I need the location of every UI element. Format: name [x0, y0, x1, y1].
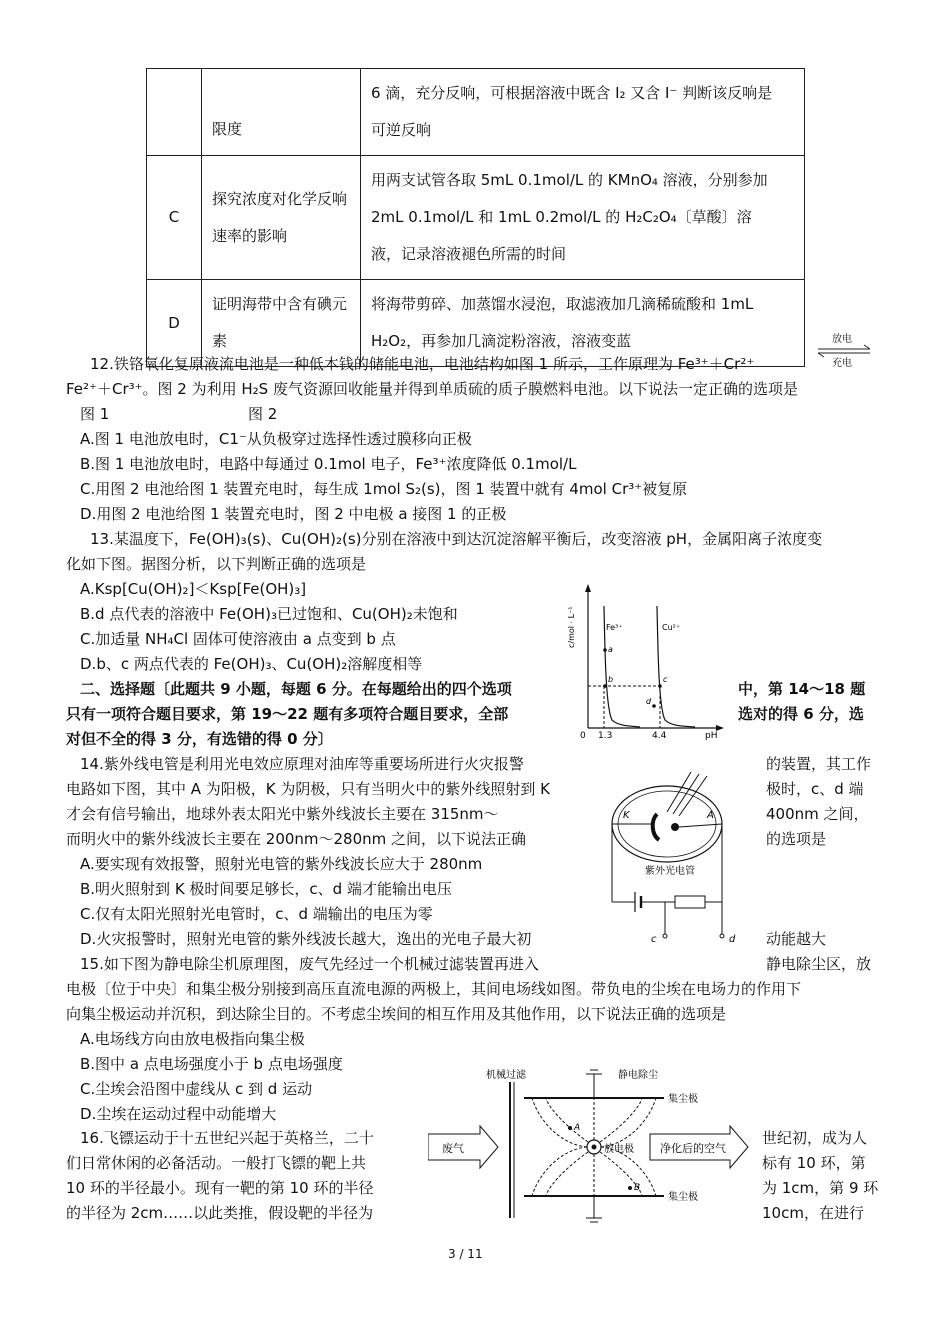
q15-option-d: D.尘埃在运动过程中动能增大 [80, 1105, 277, 1123]
point-a-marker [568, 1126, 572, 1130]
point-c-label: c [663, 675, 668, 684]
q15-line2: 电极〔位于中央〕和集尘极分别接到高压直流电源的两极上，其间电场线如图。带负电的尘埃在电场力的作用下 [66, 980, 802, 998]
q12-option-c: C.用图 2 电池给图 1 装置充电时，每生成 1mol S₂(s)，图 1 装置中就有 4mol Cr³⁺被复原 [80, 480, 688, 498]
c-label: c [651, 934, 657, 945]
point-b-marker [628, 1186, 632, 1190]
uv-phototube-figure [595, 752, 760, 947]
clean-air-label: 净化后的空气 [660, 1142, 726, 1155]
q14-option-a: A.要实现有效报警，照射光电管的紫外线波长应大于 280nm [80, 855, 483, 873]
q16-line1a: 16.飞镖运动于十五世纪兴起于英格兰，二十 [80, 1129, 374, 1147]
row-id: D [147, 280, 202, 367]
row-method: 将海带剪碎、加蒸馏水浸泡，取滤液加几滴稀硫酸和 1mL H₂O₂，再参加几滴淀粉溶液，溶液变蓝 [361, 280, 805, 367]
page-number: 3 / 11 [448, 1247, 483, 1261]
point-d-label: d [646, 697, 652, 706]
row-purpose: 限度 [202, 69, 361, 156]
fig1-label: 图 1 [80, 405, 110, 423]
q14-line4: 而明火中的紫外线波长主要在 200nm～280nm 之间，以下说法正确 [66, 830, 527, 848]
x-axis-label: pH [705, 731, 718, 740]
point-a-label: a [608, 645, 613, 654]
precipitator-figure [428, 1068, 758, 1228]
q16-line3a: 10 环的半径最小。现有一靶的第 10 环的半径 [66, 1179, 374, 1197]
point-b-marker [603, 684, 607, 688]
cathode [653, 814, 659, 840]
fe-label: Fe³⁺ [606, 623, 623, 632]
q16-line4b: 10cm，在进行 [762, 1204, 864, 1222]
q15-option-b: B.图中 a 点电场强度小于 b 点电场强度 [80, 1055, 343, 1073]
point-a-label: A [574, 1123, 581, 1133]
q16-line3b: 为 1cm，第 9 环 [762, 1179, 879, 1197]
q15-line3: 向集尘极运动并沉积，到达除尘目的。不考虑尘埃间的相互作用及其他作用，以下说法正确的选项是 [66, 1005, 727, 1023]
section2-line2b: 选对的得 6 分，选 [738, 705, 864, 723]
q15-line1a: 15.如下图为静电除尘机原理图，废气先经过一个机械过滤装置再进入 [80, 955, 539, 973]
tick-0: 0 [580, 731, 586, 740]
tube-label: 紫外光电管 [645, 866, 695, 877]
q14-option-b: B.明火照射到 K 极时间要足够长，c、d 端才能输出电压 [80, 880, 452, 898]
anode [671, 823, 679, 831]
q16-line2b: 标有 10 环，第 [762, 1154, 866, 1172]
q14-line3-right: 400nm 之间， [766, 805, 869, 823]
row-method: 用两支试管各取 5mL 0.1mol/L 的 KMnO₄ 溶液，分别参加 2mL 0.1mol/L 和 1mL 0.2mol/L 的 H₂C₂O₄〔草酸〕溶 液，记录溶液褪色所需的时间 [361, 156, 805, 280]
q13-option-d: D.b、c 两点代表的 Fe(OH)₃、Cu(OH)₂溶解度相等 [80, 655, 423, 673]
point-d-marker [652, 704, 656, 708]
q13-option-c: C.加适量 NH₄Cl 固体可使溶液由 a 点变到 b 点 [80, 630, 396, 648]
q14-option-d: D.火灾报警时，照射光电管的紫外线波长越大，逸出的光电子最大初 [80, 930, 532, 948]
q14-line1-right: 的装置，其工作 [766, 755, 872, 773]
q14-option-d-tail: 动能越大 [766, 930, 827, 948]
q15-option-c: C.尘埃会沿图中虚线从 c 到 d 运动 [80, 1080, 313, 1098]
tick-1: 1.3 [598, 731, 613, 740]
gas-label: 废气 [442, 1142, 464, 1155]
row-purpose: 探究浓度对化学反响速率的影响 [202, 156, 361, 280]
q12-line2: Fe²⁺＋Cr³⁺。图 2 为利用 H₂S 废气资源回收能量并得到单质硫的质子膜燃料电池。以下说法一定正确的选项是 [66, 380, 798, 398]
y-axis-arrow-icon [585, 584, 591, 592]
experiment-table [146, 68, 805, 367]
reversible-arrow [808, 330, 878, 370]
point-c-marker [658, 684, 662, 688]
point-a-marker [603, 648, 607, 652]
k-label: K [623, 810, 630, 821]
table-row [147, 69, 805, 156]
tick-2: 4.4 [652, 731, 667, 740]
q15-option-a: A.电场线方向由放电极指向集尘极 [80, 1030, 305, 1048]
point-b-label: B [634, 1183, 641, 1193]
fig2-label: 图 2 [248, 405, 278, 423]
section2-line3: 对但不全的得 3 分，有选错的得 0 分〕 [66, 730, 333, 748]
q15-line1b: 静电除尘区，放 [766, 955, 872, 973]
q14-line4-right: 的选项是 [766, 830, 827, 848]
q16-line4a: 的半径为 2cm……以此类推，假设靶的半径为 [66, 1204, 374, 1222]
arrow-bottom-label: 充电 [832, 358, 852, 369]
row-method: 6 滴，充分反响，可根据溶液中既含 I₂ 又含 I⁻ 判断该反响是 可逆反响 [361, 69, 805, 156]
electrode-label: 放电极 [604, 1144, 634, 1155]
esp-label: 静电除尘 [618, 1070, 658, 1081]
a-label: A [707, 810, 714, 821]
d-label: d [729, 934, 736, 945]
q13-option-b: B.d 点代表的溶液中 Fe(OH)₃已过饱和、Cu(OH)₂未饱和 [80, 605, 458, 623]
row-purpose: 证明海带中含有碘元素 [202, 280, 361, 367]
q14-line2: 电路如下图，其中 A 为阳极，K 为阴极，只有当明火中的紫外线照射到 K [66, 780, 551, 798]
filter-label: 机械过滤 [486, 1070, 526, 1081]
q14-line1: 14.紫外线电管是利用光电效应原理对油库等重要场所进行火灾报警 [80, 755, 524, 773]
table-row [147, 156, 805, 280]
q12-option-d: D.用图 2 电池给图 1 装置充电时，图 2 中电极 a 接图 1 的正极 [80, 505, 507, 523]
q12-option-b: B.图 1 电池放电时，电路中每通过 0.1mol 电子，Fe³⁺浓度降低 0.1mol/L [80, 455, 577, 473]
section2-line1a: 二、选择题〔此题共 9 小题，每题 6 分。在每题给出的四个选项 [80, 680, 512, 698]
section2-line2a: 只有一项符合题目要求，第 19～22 题有多项符合题目要求，全部 [66, 705, 509, 723]
arrow-top-label: 放电 [832, 334, 852, 345]
row-id: C [147, 156, 202, 280]
q13-option-a: A.Ksp[Cu(OH)₂]＜Ksp[Fe(OH)₃] [80, 580, 307, 598]
collector-bottom-label: 集尘极 [668, 1192, 698, 1203]
solubility-chart [560, 578, 730, 740]
q12-option-a: A.图 1 电池放电时，C1⁻从负极穿过选择性透过膜移向正极 [80, 430, 472, 448]
q16-line2a: 们日常休闲的必备活动。一般打飞镖的靶上共 [66, 1154, 367, 1172]
row-id [147, 69, 202, 156]
collector-top-label: 集尘极 [668, 1094, 698, 1105]
point-b-label: b [608, 675, 614, 684]
cu-label: Cu²⁺ [662, 623, 681, 632]
y-axis-label: c/mol · L⁻¹ [567, 606, 576, 648]
q13-line1: 13.某温度下，Fe(OH)₃(s)、Cu(OH)₂(s)分别在溶液中到达沉淀溶解平衡后，改变溶液 pH，金属阳离子浓度变 [90, 530, 823, 548]
q14-option-c: C.仅有太阳光照射光电管时，c、d 端输出的电压为零 [80, 905, 433, 923]
q14-line3: 才会有信号输出，地球外表太阳光中紫外线波长主要在 315nm～ [66, 805, 499, 823]
q13-line2: 化如下图。据图分析，以下判断正确的选项是 [66, 555, 367, 573]
q12-line1: 12.铁铬氧化复原液流电池是一种低本钱的储能电池，电池结构如图 1 所示，工作原理为 Fe³⁺＋Cr²⁺ [90, 355, 755, 373]
q16-line1b: 世纪初，成为人 [762, 1129, 868, 1147]
resistor [675, 896, 705, 908]
q14-line2-right: 极时，c、d 端 [766, 780, 864, 798]
section2-line1b: 中，第 14～18 题 [738, 680, 866, 698]
